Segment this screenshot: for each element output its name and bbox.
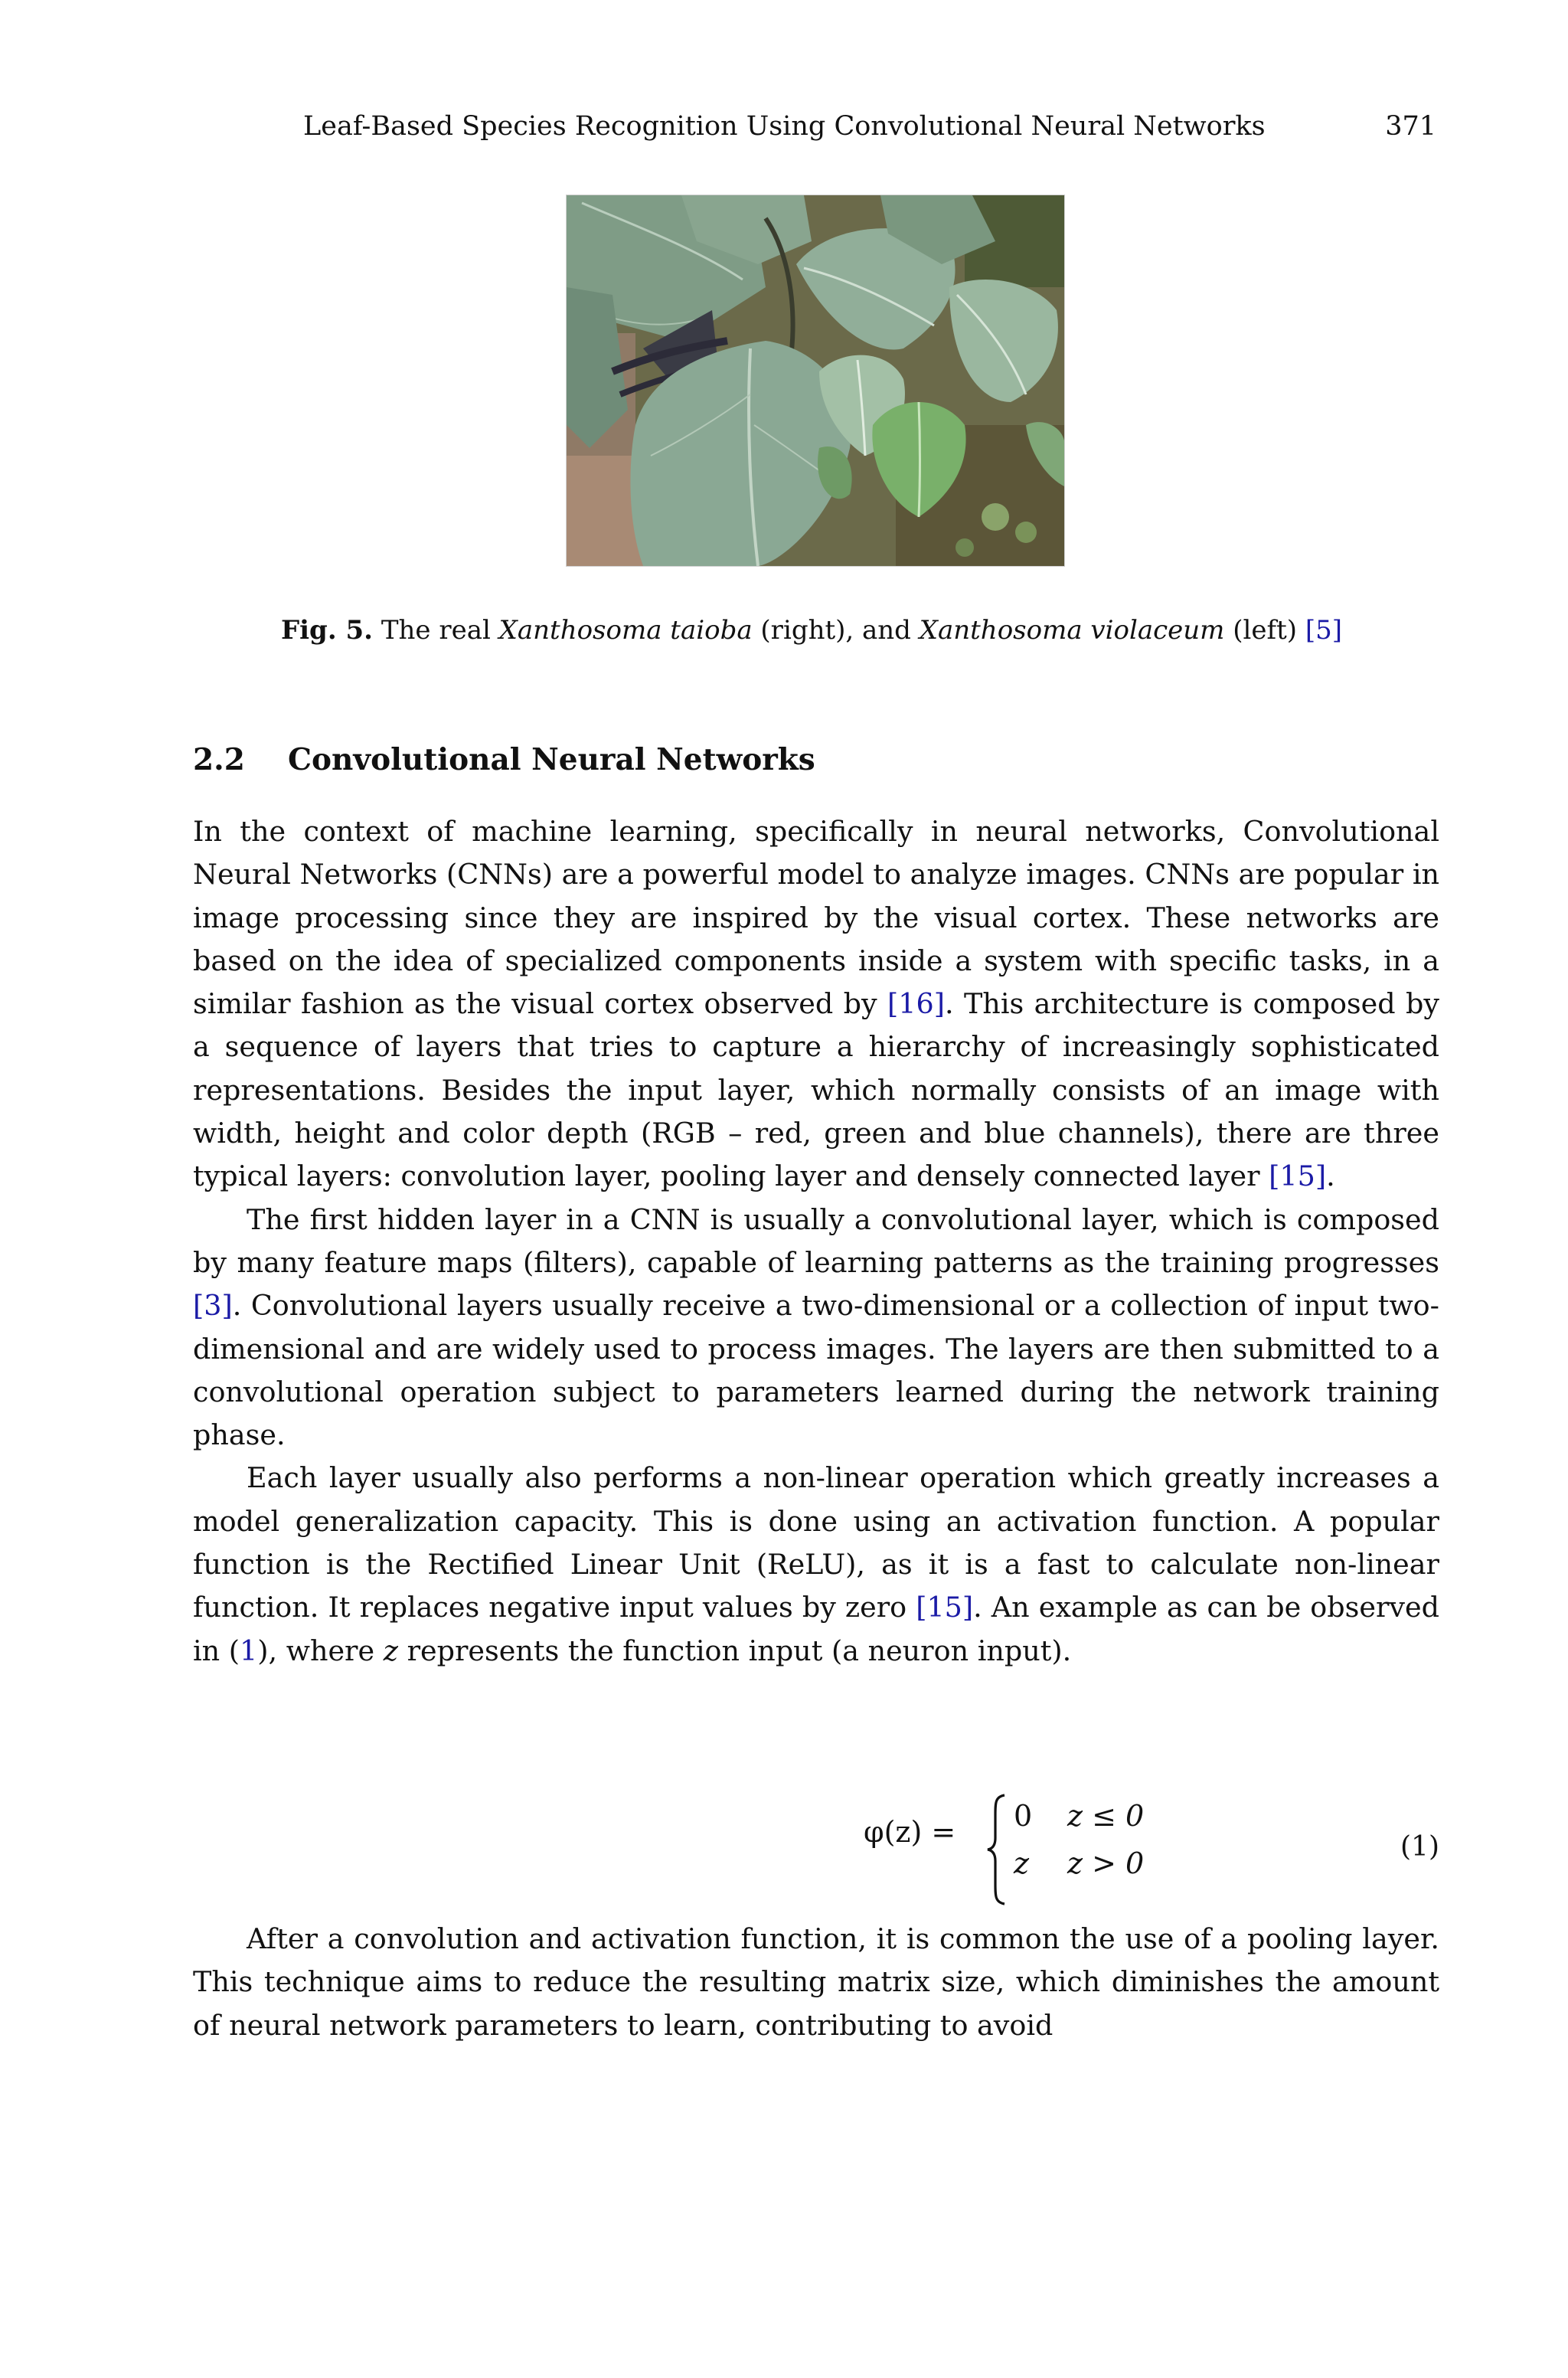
- case-2-value: z: [1014, 1846, 1030, 1880]
- leaf-photo-illustration: [567, 195, 1064, 566]
- math-variable: z: [383, 1634, 398, 1667]
- equation-case-2: [1014, 1840, 1144, 1887]
- equation-reference-link[interactable]: 1: [240, 1634, 258, 1667]
- paragraph-2: [193, 1199, 1439, 1457]
- paragraph-2-text-b: . Convolutional layers usually receive a two-dimensional or a collection of input two-dimensional and are widely used to process images. The layers are then submitted to a convolutional operation subject to parameters learned during the network training phase.: [193, 1289, 1439, 1452]
- paragraph-3-text-d: represents the function input (a neuron input).: [407, 1634, 1072, 1667]
- equation-relu: [193, 1792, 1439, 1907]
- figure-leaf-photo: [566, 195, 1065, 567]
- citation-link[interactable]: [16]: [887, 987, 945, 1021]
- section-heading: [193, 738, 1112, 781]
- caption-text-post: (left): [1233, 615, 1297, 646]
- citation-link[interactable]: [15]: [1269, 1160, 1327, 1193]
- citation-link[interactable]: [3]: [193, 1289, 233, 1323]
- species-name-taioba: Xanthosoma taioba: [498, 615, 753, 646]
- running-title: Leaf-Based Species Recognition Using Convolutional Neural Networks: [303, 111, 1266, 142]
- paragraph-1-text-c: .: [1326, 1160, 1335, 1193]
- paragraph-4: After a convolution and activation function, it is common the use of a pooling layer. This technique aims to reduce the resulting matrix size, which diminishes the amount of neural network parameters to learn, contributing to avoid: [193, 1922, 1439, 2042]
- paragraph-3-text-b: . An example as can be observed in (: [193, 1591, 1440, 1667]
- paragraph-1: [193, 810, 1439, 1199]
- citation-link[interactable]: [15]: [916, 1591, 974, 1624]
- page-number: 371: [1385, 111, 1436, 142]
- paragraph-1-text-b: . This architecture is composed by a sequence of layers that tries to capture a hierarchy of increasingly sophisticated representations. Besides the input layer, which normally consists of an image with width, height and color depth (RGB – red, green and blue channels), there are three typical layers: convolution layer, pooling layer and densely connected layer: [193, 987, 1440, 1193]
- paragraph-3-text-c: ), where: [257, 1634, 375, 1667]
- paragraph-1-text-a: In the context of machine learning, specifically in neural networks, Convolutional Neural Networks (CNNs) are a powerful model to analyze images. CNNs are popular in image processing since they are inspired by the visual cortex. These networks are based on the idea of specialized components inside a system with specific tasks, in a similar fashion as the visual cortex observed by: [193, 815, 1439, 1021]
- body-text-upper: [193, 810, 1439, 1673]
- section-number: 2.2: [193, 742, 245, 777]
- equation-cases: [1014, 1792, 1144, 1887]
- body-text-lower: [193, 1918, 1439, 2047]
- equation-number: (1): [1400, 1831, 1439, 1863]
- species-name-violaceum: Xanthosoma violaceum: [919, 615, 1225, 646]
- equation-case-1: [1014, 1792, 1144, 1840]
- case-1-condition: z ≤ 0: [1067, 1799, 1145, 1833]
- caption-text-mid: (right), and: [760, 615, 911, 646]
- figure-label: Fig. 5.: [281, 615, 373, 646]
- citation-link[interactable]: [5]: [1305, 615, 1342, 646]
- section-title: Convolutional Neural Networks: [288, 742, 815, 777]
- case-1-value: 0: [1014, 1799, 1033, 1833]
- paragraph-3: [193, 1457, 1439, 1672]
- caption-text-pre: The real: [381, 615, 491, 646]
- equation-lhs: φ(z) =: [864, 1815, 956, 1849]
- running-header: [303, 107, 1436, 146]
- paragraph-3-text-a: Each layer usually also performs a non-linear operation which greatly increases a model generalization capacity. This is done using an activation function. A popular function is the Rectified Linear Unit (ReLU), as it is a fast to calculate non-linear function. It replaces negative input values by zero: [193, 1461, 1439, 1624]
- figure-caption: [222, 613, 1401, 648]
- case-2-condition: z > 0: [1067, 1846, 1145, 1880]
- left-brace-icon: [985, 1792, 1009, 1907]
- paragraph-2-text-a: The first hidden layer in a CNN is usually a convolutional layer, which is composed by many feature maps (filters), capable of learning patterns as the training progresses: [193, 1202, 1439, 1279]
